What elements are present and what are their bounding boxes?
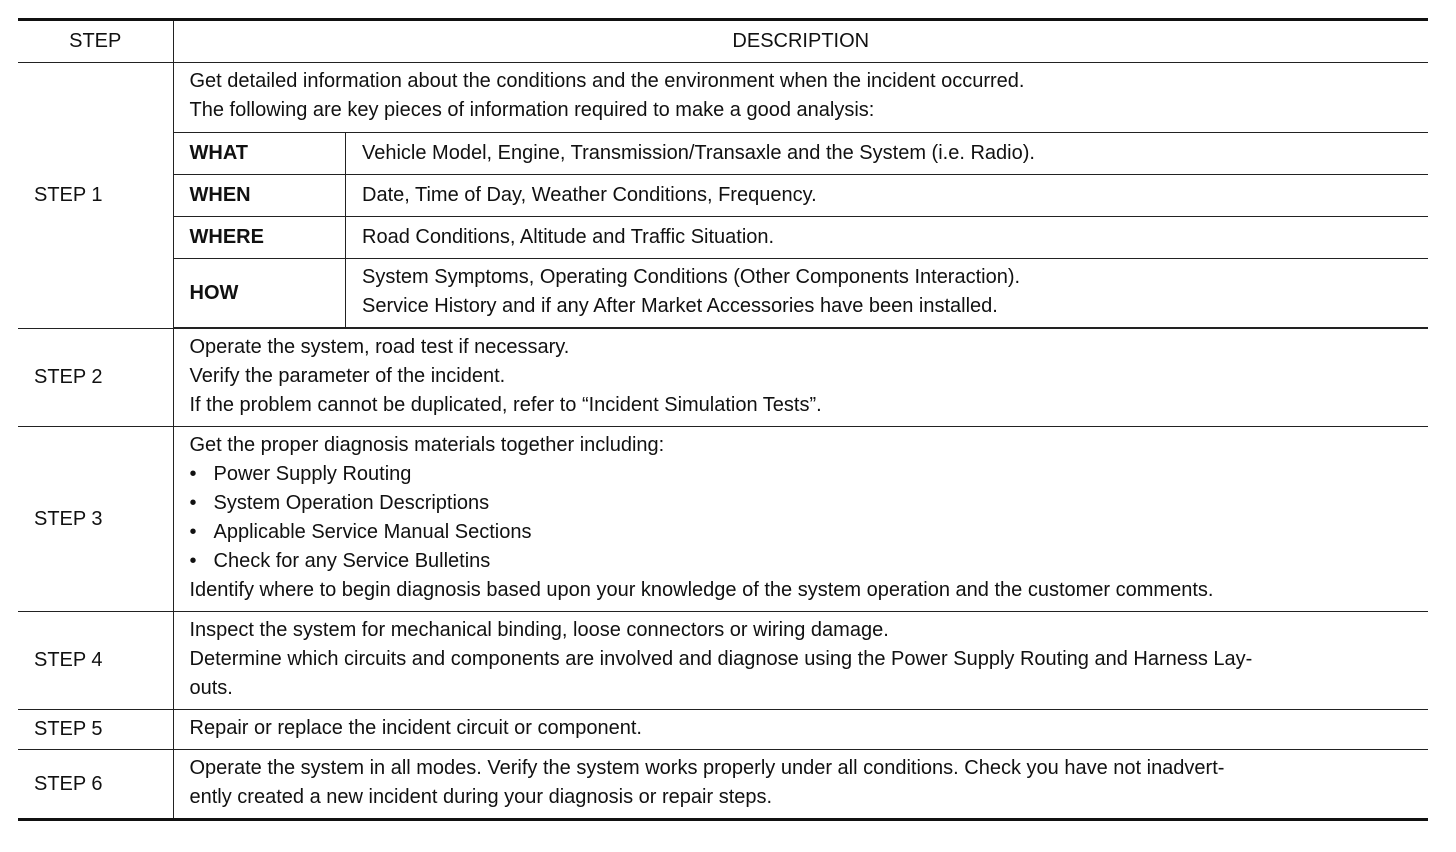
table-row-step-1 xyxy=(18,63,1428,329)
text-line: Service History and if any After Market Accessories have been installed. xyxy=(362,295,998,317)
text-line: Operate the system, road test if necessary. xyxy=(189,336,570,358)
text-line: Operate the system in all modes. Verify the system works properly under all conditions. Check you have not inadvert- xyxy=(189,757,1225,779)
table-header-row xyxy=(18,20,1428,63)
table-row-step-2 xyxy=(18,329,1428,427)
key-value xyxy=(346,259,1429,328)
key-info-table xyxy=(174,132,1429,328)
table-row-step-5 xyxy=(18,710,1428,750)
key-label: WHERE xyxy=(174,217,346,259)
step-description xyxy=(173,63,1428,329)
text-line: Verify the parameter of the incident. xyxy=(189,365,506,387)
key-info-row-when xyxy=(174,175,1429,217)
header-description: DESCRIPTION xyxy=(173,20,1428,63)
text-line: If the problem cannot be duplicated, refer to “Incident Simulation Tests”. xyxy=(189,394,822,416)
table-row-step-6 xyxy=(18,750,1428,820)
key-info-row-how xyxy=(174,259,1429,328)
text-line: ently created a new incident during your diagnosis or repair steps. xyxy=(189,786,773,808)
diagnosis-steps-table-wrapper xyxy=(18,18,1428,821)
key-label: WHAT xyxy=(174,133,346,175)
key-info-row-what xyxy=(174,133,1429,175)
text-line: Get the proper diagnosis materials together including: xyxy=(189,434,665,456)
table-row-step-4 xyxy=(18,612,1428,710)
bullet-text: System Operation Descriptions xyxy=(213,492,490,514)
key-info-row-where xyxy=(174,217,1429,259)
text-line: outs. xyxy=(189,677,233,699)
step-description xyxy=(173,329,1428,427)
text-line: Get detailed information about the conditions and the environment when the incident occurred. xyxy=(189,70,1025,92)
key-label: WHEN xyxy=(174,175,346,217)
text-line: Identify where to begin diagnosis based upon your knowledge of the system operation and the customer comments. xyxy=(189,579,1214,601)
key-value xyxy=(346,175,1429,217)
key-label: HOW xyxy=(174,259,346,328)
text-line: Determine which circuits and components are involved and diagnose using the Power Supply Routing and Harness Lay- xyxy=(189,648,1253,670)
text-line: Inspect the system for mechanical binding, loose connectors or wiring damage. xyxy=(189,619,889,641)
step-label: STEP 2 xyxy=(18,329,173,427)
step-description xyxy=(173,710,1428,750)
bullet-item xyxy=(190,547,1413,576)
bullet-icon: • xyxy=(189,521,197,543)
step-label: STEP 6 xyxy=(18,750,173,820)
text-line: System Symptoms, Operating Conditions (Other Components Interaction). xyxy=(362,266,1021,288)
header-step: STEP xyxy=(18,20,173,63)
text-line: Date, Time of Day, Weather Conditions, Frequency. xyxy=(362,184,817,206)
table-row-step-3 xyxy=(18,427,1428,612)
bullet-icon: • xyxy=(189,550,197,572)
text-line: Vehicle Model, Engine, Transmission/Transaxle and the System (i.e. Radio). xyxy=(362,142,1035,164)
step-label: STEP 4 xyxy=(18,612,173,710)
bullet-icon: • xyxy=(189,463,197,485)
bullet-icon: • xyxy=(189,492,197,514)
key-value xyxy=(346,217,1429,259)
bullet-item xyxy=(190,460,1413,489)
step1-intro xyxy=(174,63,1429,132)
step-description xyxy=(173,750,1428,820)
bullet-item xyxy=(190,518,1413,547)
key-value xyxy=(346,133,1429,175)
text-line: The following are key pieces of information required to make a good analysis: xyxy=(189,99,875,121)
bullet-item xyxy=(190,489,1413,518)
step-description xyxy=(173,427,1428,612)
step-label: STEP 1 xyxy=(18,63,173,329)
text-line: Repair or replace the incident circuit or component. xyxy=(189,717,642,739)
diagnosis-steps-table xyxy=(18,18,1428,821)
step-description xyxy=(173,612,1428,710)
bullet-text: Power Supply Routing xyxy=(213,463,412,485)
step-label: STEP 5 xyxy=(18,710,173,750)
step-label: STEP 3 xyxy=(18,427,173,612)
bullet-text: Check for any Service Bulletins xyxy=(213,550,491,572)
text-line: Road Conditions, Altitude and Traffic Situation. xyxy=(362,226,775,248)
bullet-text: Applicable Service Manual Sections xyxy=(213,521,532,543)
